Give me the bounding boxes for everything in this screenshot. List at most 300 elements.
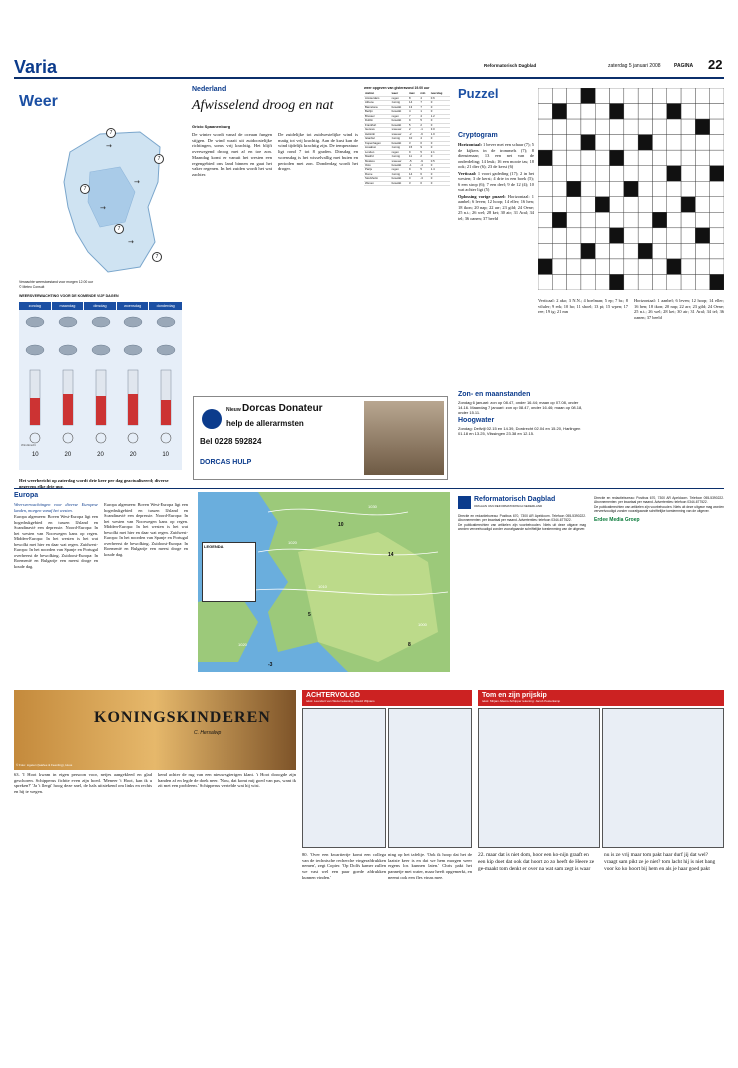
table-cell: 7 <box>419 101 429 105</box>
table-cell: 14 <box>408 172 419 176</box>
day-dinsdag: dinsdag <box>84 302 117 310</box>
nederland-text-2: De zuidelijke tot zuidwestelijke wind is matig tot vrij krachtig. Aan de kust kan de wind tijdelijk krachtig zijn. De temperatuur ligt rond 7 tot 8 graden. Dinsdag en woensdag is het wisselvallig met buien en perioden met zon. Donderdag wordt het droger. <box>278 132 358 172</box>
bottom-value-4: 20 <box>129 452 137 458</box>
crossword-cell <box>538 119 552 135</box>
feuilleton-text-1: 63. 'I Hoot kwam in eigen persoon voor, netjes aangekleed en glad geschoren. Schipperus fichtte even zijn hoed. 'Meneer 't Hoot, kan ik u spreken?' 'Ja 't llergi' hoog deze snel, de hals uitstekend om links en rechts en hij te wegen. <box>14 772 152 795</box>
table <box>364 92 450 186</box>
colofon-text2-b: De publicatierechten van artikelen zijn voorbehouden. Niets uit deze uitgave mag worden verveelvoudigd zonder voorafgaande schriftelijke toestemming van de uitgever. <box>594 505 724 514</box>
table-cell: zonnig <box>391 172 408 176</box>
crossword-cell <box>695 135 709 151</box>
crossword-cell <box>610 228 624 244</box>
europa-col-2 <box>104 502 188 672</box>
map-temp-4: 7 <box>114 224 124 234</box>
crossword-cell <box>638 166 652 182</box>
crossword-cell <box>538 150 552 166</box>
table-cell: 2 <box>408 128 419 132</box>
table-cell: 9 <box>419 146 429 150</box>
crossword-cell <box>667 166 681 182</box>
crossword-cell <box>681 104 695 120</box>
clues-h-title: Horizontaal: <box>458 142 482 147</box>
crossword-cell <box>610 104 624 120</box>
crossword-cell <box>581 197 595 213</box>
table-cell: regen <box>391 114 408 118</box>
table-cell: zonnig <box>391 101 408 105</box>
table-cell: 11 <box>408 155 419 159</box>
day-woensdag: woensdag <box>117 302 150 310</box>
table-cell: 5 <box>419 168 429 172</box>
crossword-cell <box>624 119 638 135</box>
table-cell: 5 <box>419 119 429 123</box>
table-cell: 2.1 <box>430 150 450 154</box>
map-temp-2: 7 <box>154 154 164 164</box>
crossword-cell <box>610 119 624 135</box>
day-zondag: zondag <box>19 302 52 310</box>
table-cell: 6 <box>419 172 429 176</box>
table-cell: 0 <box>408 177 419 181</box>
crossword-cell <box>624 259 638 275</box>
crossword-cell <box>595 181 609 197</box>
hoogwater-title: Hoogwater <box>458 416 495 424</box>
crossword-cell <box>595 166 609 182</box>
europa-kicker: Europa <box>14 492 39 499</box>
table-cell: bewolkt <box>391 141 408 145</box>
table-cell: 14 <box>408 101 419 105</box>
advert-phone: Bel 0228 592824 <box>200 437 262 446</box>
table-cell: -6 <box>419 132 429 136</box>
crossword-cell <box>610 181 624 197</box>
nederland-col-2 <box>278 132 358 382</box>
crossword-cell <box>695 88 709 104</box>
windkracht-label: Windkracht <box>21 443 37 447</box>
page-number: 22 <box>708 57 723 72</box>
day-donderdag: donderdag <box>149 302 182 310</box>
crossword-cell <box>538 135 552 151</box>
table-cell: 0 <box>430 181 450 185</box>
map-temp-e: -3 <box>268 662 273 668</box>
crossword-cell <box>695 243 709 259</box>
crossword-cell <box>610 166 624 182</box>
crossword-cell <box>710 274 724 290</box>
crossword-cell <box>695 119 709 135</box>
nederland-kicker: Nederland <box>192 86 227 93</box>
europa-text: Europa algemeen: Boven West-Europa ligt een hogedrukgebied en tussen IJsland en Scandinavië een depressie. Noord-Europa: In het westen van Noorwegen kans op regen. Midden-Europa: In het westen is het wat bewolkt met hier en daar wat regen. Zuidwest-Europa: In het noorden van Spanje en Portugal overheerst de bewolking. Zuidoost-Europa: In Roemenië en Bulgarije een meest droge en koude dag. <box>14 514 98 569</box>
pressure-2: 1020 <box>288 540 297 545</box>
table-cell: 2 <box>419 155 429 159</box>
table-cell: Kopenhagen <box>364 141 391 145</box>
table-cell: Wenen <box>364 181 391 185</box>
table-cell: 5 <box>419 150 429 154</box>
table-cell: 7 <box>408 114 419 118</box>
table-cell: 5 <box>408 123 419 127</box>
crossword-cell <box>610 150 624 166</box>
table-cell: 3.0 <box>430 128 450 132</box>
crossword-cell <box>710 181 724 197</box>
crossword-cell <box>610 135 624 151</box>
pressure-3: 1010 <box>318 584 327 589</box>
table-cell: 1.2 <box>430 114 450 118</box>
crossword-cell <box>681 243 695 259</box>
europe-map <box>198 492 450 672</box>
crossword-cell <box>624 212 638 228</box>
crossword-cell <box>552 135 566 151</box>
crossword-cell <box>567 197 581 213</box>
table-cell: Dublin <box>364 119 391 123</box>
table-cell: 4 <box>419 137 429 141</box>
crossword-cell <box>652 243 666 259</box>
table-cell: -2 <box>408 132 419 136</box>
crossword-cell <box>624 243 638 259</box>
crossword-cell <box>710 104 724 120</box>
table-cell: Genève <box>364 128 391 132</box>
crossword-cell <box>538 228 552 244</box>
crossword-cell <box>595 212 609 228</box>
table-cell: 0.6 <box>430 96 450 100</box>
crossword-cell <box>567 88 581 104</box>
table-cell: -1 <box>408 164 419 168</box>
crossword-cell <box>610 243 624 259</box>
crossword-cell <box>695 259 709 275</box>
colofon <box>458 492 724 682</box>
table-cell: 0 <box>430 101 450 105</box>
crossword-cell <box>710 197 724 213</box>
table-cell: Brussel <box>364 114 391 118</box>
bottom-value-5: 10 <box>162 452 170 458</box>
crossword-cell <box>652 181 666 197</box>
table-cell: 4 <box>408 110 419 114</box>
crossword-cell <box>667 197 681 213</box>
crossword-cell <box>667 228 681 244</box>
table-cell: regen <box>391 96 408 100</box>
europa-intro: Weersverwachtingen voor diverse Europese landen, morgen vanaf het westen. <box>14 502 98 513</box>
table-header: station <box>364 92 391 96</box>
crossword-cell <box>610 88 624 104</box>
crossword-cell <box>638 135 652 151</box>
crossword-cell <box>681 135 695 151</box>
day-maandag: maandag <box>52 302 85 310</box>
nederland-col-1 <box>192 132 272 382</box>
crossword-cell <box>567 181 581 197</box>
table-cell: 0 <box>430 177 450 181</box>
crossword-cell <box>567 119 581 135</box>
crossword-cell <box>652 150 666 166</box>
crossword-cell <box>652 197 666 213</box>
crossword-cell <box>638 119 652 135</box>
table-cell: 15 <box>408 146 419 150</box>
crossword-cell <box>552 259 566 275</box>
crossword-cell <box>710 119 724 135</box>
crossword-cell <box>552 104 566 120</box>
crossword-cell <box>595 243 609 259</box>
table-cell: 0 <box>430 110 450 114</box>
nederland-title: Afwisselend droog en nat <box>192 98 334 113</box>
table-cell: Berlijn <box>364 110 391 114</box>
crossword-grid <box>538 88 724 290</box>
crossword-cell <box>681 197 695 213</box>
clues-v: 1 voort gadeding (17); 2 in het westen; 3 de kerst; 4 drie in een boek (5); 6 een strop (6); 7 een deel; 9 de 12 (4); 10 wat achter ligt (5) <box>458 170 534 192</box>
crossword-cell <box>552 119 566 135</box>
table-header: neerslag <box>430 92 450 96</box>
table-cell: 0 <box>419 181 429 185</box>
table-header: max <box>408 92 419 96</box>
crossword-cell <box>667 181 681 197</box>
crossword-cell <box>538 274 552 290</box>
tom-title: Tom en zijn prijskip <box>482 692 547 699</box>
crossword-cell <box>567 104 581 120</box>
oplossing-v: Verticaal: 2 ako; 3 N.N.; 4 boelman; 5 ep; 7 br.; 8 viluler; 9 erk; 10 ho; 11 shoel; 13 pi; 15 wpen; 17 ree; 19 ig; 21 mn <box>538 298 628 314</box>
crossword-cell <box>638 259 652 275</box>
achtervolgd-credits: tekst: Leendert van Wezel tekening: Roelof Wijnans <box>306 699 375 703</box>
weer-section <box>14 84 186 489</box>
crossword-cell <box>652 104 666 120</box>
table-cell: bewolkt <box>391 105 408 109</box>
table-cell: 13 <box>408 105 419 109</box>
crossword-cell <box>538 104 552 120</box>
table-cell: bewolkt <box>391 177 408 181</box>
crossword-cell <box>710 88 724 104</box>
crossword-cell <box>638 88 652 104</box>
crossword-cell <box>552 197 566 213</box>
crossword-cell <box>581 212 595 228</box>
feuilleton-title: KONINGSKINDEREN <box>94 709 271 726</box>
colofon-subtitle: ORGAAN VAN REFORMATORISCH NEDERLAND <box>474 504 543 508</box>
crossword-cell <box>667 119 681 135</box>
crossword-cell <box>695 197 709 213</box>
table-cell: 1.4 <box>430 168 450 172</box>
table-cell: 1 <box>419 110 429 114</box>
table-cell: 2 <box>419 123 429 127</box>
crossword-cell <box>710 243 724 259</box>
europa-text-2: Europa algemeen: Boven West-Europa ligt een hogedrukgebied en tussen IJsland en Scandinavië een depressie. Noord-Europa: In het westen van Noorwegen kans op regen. Midden-Europa: In het westen is het wat bewolkt met hier en daar wat regen. Zuidwest-Europa: In het noorden van Spanje en Portugal overheerst de bewolking. Zuidoost-Europa: In Roemenië en Bulgarije een meest droge en koude dag. <box>104 502 188 557</box>
crossword-cell <box>667 88 681 104</box>
table-cell: -3 <box>419 177 429 181</box>
map-temp-d: 8 <box>408 642 411 648</box>
colofon-logo-block <box>458 496 471 509</box>
header-rule <box>14 77 724 79</box>
colofon-logo2: Erdee Media Groep <box>594 517 640 524</box>
crossword-cell <box>595 150 609 166</box>
image-credit: © Foto: Ligeten (laarlee & Feenling), Huus <box>16 763 73 767</box>
map-temp-3: 7 <box>80 184 90 194</box>
tom-panel-2 <box>602 708 724 848</box>
bottom-value-2: 20 <box>64 452 72 458</box>
crossword-cell <box>667 104 681 120</box>
crossword-cell <box>667 212 681 228</box>
achtervolgd-panel-2 <box>388 708 472 848</box>
forecast-grid <box>19 302 182 470</box>
crossword-cell <box>581 228 595 244</box>
crossword-cell <box>581 166 595 182</box>
table-cell: bewolkt <box>391 110 408 114</box>
table-row <box>364 181 450 185</box>
achtervolgd-title: ACHTERVOLGD <box>306 692 360 699</box>
crossword-cell <box>624 88 638 104</box>
crossword-cell <box>538 181 552 197</box>
colofon-text-b: Directie en redactiebureau: Postbus 670, 7300 AR Apeldoorn. Telefoon 055-5390222. Abonnementen: per kwartaal per maand. Advertenties: telefoon 0344-677522. <box>594 496 724 505</box>
crossword-cell <box>552 212 566 228</box>
table-cell: 3 <box>408 181 419 185</box>
crossword-cell <box>595 135 609 151</box>
crossword-cell <box>552 181 566 197</box>
crossword-cell <box>567 228 581 244</box>
advert-brand: Dorcas Donateur <box>242 403 323 414</box>
crossword-cell <box>624 274 638 290</box>
advert-logo-circle <box>202 409 222 429</box>
zon-text: Zondag 6 januari: zon op 08.47, onder 16.44; maan op 07.08, onder 14.16. Maandag 7 januari: zon op 08.47, onder 16.46; maan op 08.18, onder 15.11. <box>458 399 583 415</box>
nederland-section <box>192 86 450 386</box>
date: zaterdag 5 januari 2008 <box>608 63 661 69</box>
table-cell: Istanbul <box>364 137 391 141</box>
table-cell: bewolkt <box>391 123 408 127</box>
advert-photo <box>364 401 444 475</box>
table-cell: Athene <box>364 101 391 105</box>
feuilleton-col-2 <box>158 772 296 1062</box>
table-cell: -9 <box>419 159 429 163</box>
table-cell: regen <box>391 168 408 172</box>
crossword-cell <box>652 228 666 244</box>
crossword-cell <box>595 259 609 275</box>
table-cell: 0 <box>430 141 450 145</box>
europa-col-1 <box>14 502 98 672</box>
crossword-cell <box>624 181 638 197</box>
table-cell: 1.0 <box>430 132 450 136</box>
crossword-cell <box>695 181 709 197</box>
page-header <box>14 56 724 76</box>
table-cell: 4 <box>419 114 429 118</box>
legend-title: LEGENDA <box>204 544 224 549</box>
crossword-cell <box>681 88 695 104</box>
feuilleton-banner <box>14 690 296 770</box>
achtervolgd-text-1 <box>302 852 386 1064</box>
feuilleton-author: C. Hersalwp <box>194 730 222 736</box>
crossword-cell <box>624 228 638 244</box>
table-cell: 10 <box>408 137 419 141</box>
crossword-cell <box>567 150 581 166</box>
crossword-cell <box>610 259 624 275</box>
crossword-cell <box>595 274 609 290</box>
crossword-cell <box>624 197 638 213</box>
table-cell: 4 <box>419 96 429 100</box>
table-cell: 0 <box>430 164 450 168</box>
crossword-cell <box>710 135 724 151</box>
europa-section <box>14 492 194 672</box>
weer-footer: Het weerbericht op zaterdag wordt drie keer per dag geactualiseerd; diverse gegevens elke drie uur. <box>19 478 169 489</box>
table-cell: Parijs <box>364 168 391 172</box>
crossword-cell <box>581 274 595 290</box>
table-cell: sneeuw <box>391 128 408 132</box>
crossword-cell <box>638 104 652 120</box>
table-cell: 0 <box>430 123 450 127</box>
crossword-cell <box>595 119 609 135</box>
crossword-cell <box>652 166 666 182</box>
crossword-cell <box>538 212 552 228</box>
achtervolgd-text-2 <box>388 852 472 1064</box>
forecast-title: WEERSVERWACHTING VOOR DE KOMENDE VIJF DAGEN <box>19 294 119 298</box>
crossword-cell <box>538 88 552 104</box>
crossword-cell <box>681 274 695 290</box>
crossword-cell <box>581 243 595 259</box>
crossword-cell <box>552 150 566 166</box>
crossword-cell <box>710 212 724 228</box>
puzzel-section <box>458 86 724 486</box>
colofon-text: Directie en redactiebureau: Postbus 670, 7300 AR Apeldoorn. Telefoon 055-5390222. Abonnementen: per kwartaal per maand. Advertenties: telefoon 0344-677522. <box>458 514 586 523</box>
crossword-cell <box>567 274 581 290</box>
crossword-cell <box>610 274 624 290</box>
oplossing-title: Oplossing vorige puzzel: <box>458 193 506 199</box>
oplossing-h-cont: Horizontaal: 1 aanbel; 6 leven; 12 hoop; 14 eller; 16 hen; 18 ikon; 20 nap; 22 arr; 23 gild; 24 Oene; 25 n.t.; 26 wel; 28 ket; 30 air; 31 Aral; 34 tel; 36 oanen; 37 beeld <box>634 298 724 320</box>
table-cell: Amsterdam <box>364 96 391 100</box>
crossword-cell <box>681 259 695 275</box>
crossword-cell <box>667 259 681 275</box>
pressure-4: 1000 <box>418 622 427 627</box>
tom-col2: nu is ze vrij maar tom pakt haar durf jij dat wel? vraagt sam pikt ze je niet? tom lacht hij is niet bang voor ko ko hoort bij hem en als je haar goed pakt <box>604 852 716 872</box>
crossword-cell <box>567 135 581 151</box>
table-cell: 9 <box>408 150 419 154</box>
crossword-cell <box>624 104 638 120</box>
crossword-cell <box>638 228 652 244</box>
crossword-cell <box>638 181 652 197</box>
table-cell: regen <box>391 150 408 154</box>
crossword-cell <box>710 150 724 166</box>
map-temp-a: 10 <box>338 522 344 528</box>
crossword-cell <box>695 166 709 182</box>
crossword-cell <box>638 212 652 228</box>
colofon-name: Reformatorisch Dagblad <box>474 496 556 503</box>
cryptogram-title: Cryptogram <box>458 132 498 139</box>
table-cell: Moskou <box>364 159 391 163</box>
crossword-cell <box>552 228 566 244</box>
crossword-cell <box>695 212 709 228</box>
crossword-cell <box>610 212 624 228</box>
crossword-cell <box>552 243 566 259</box>
crossword-cell <box>681 166 695 182</box>
table-title: weer opgeven van gisteravond 19.00 uur <box>364 86 430 90</box>
crossword-cell <box>610 197 624 213</box>
hoogwater-text: Zondag: Delfzijl 02.15 en 14.39, Dordrecht 02.04 en 15.20, Harlingen 01.18 en 13.25, Vlissingen 23.38 en 12.15. <box>458 425 581 436</box>
crossword-cell <box>567 243 581 259</box>
pagina-label: PAGINA <box>674 63 694 69</box>
table-cell: 0 <box>419 141 429 145</box>
clues-h: 1 bever met een schaar (7); 5 de kijkers in de trommels (7); 8 dienstenaar; 13 een net van de onderdeling; 14 leuk; 16 een mooie tas; 18 ook; 21 dier (6); 23 de kerst (6) <box>458 142 534 169</box>
crossword-cell <box>695 150 709 166</box>
nederland-text-1: De winter wordt vanaf de oceaan fungen stijgen. De wind waait uit zuidoostelijke richtingen, soms vrij krachtig. Het blijft overwegend droog met af en toe zon. Maandag komt er vanuit het westen een regengebied ons land binnen en gaat het vaker regenen. In het zuiden wordt het wat zachter. <box>192 132 272 178</box>
table-cell: 8 <box>408 96 419 100</box>
table-cell: Oslo <box>364 164 391 168</box>
crossword-cell <box>538 243 552 259</box>
crossword-cell <box>581 181 595 197</box>
table-cell: Rome <box>364 172 391 176</box>
crossword-cell <box>652 212 666 228</box>
crossword-cell <box>595 88 609 104</box>
crossword-cell <box>552 274 566 290</box>
table-cell: bewolkt <box>391 164 408 168</box>
crossword-cell <box>552 166 566 182</box>
table-cell: -1 <box>419 128 429 132</box>
colofon-col-1 <box>458 514 586 679</box>
crossword-cell <box>681 228 695 244</box>
crossword-cell <box>595 197 609 213</box>
feuilleton-text-2: kend achter de rug van een nieuwsgierigen klant. 't Hoot dooogde zijn handen af en legde de doek neer. 'Nou, dat komt mij goed van pas, want ik zit met een probleem.' Schipperus vertelde wat hij wist. <box>158 772 296 789</box>
crossword-cell <box>652 274 666 290</box>
table-cell: 0 <box>430 155 450 159</box>
crossword-cell <box>652 88 666 104</box>
tom-col1: 22. maar dat is niet dom, hoor een ko-nijn graaft en een kip doet dat ook dat hoort zo zo heeft de Heere ze ge-maakt tom denkt er over na wat sam zegt is waar <box>478 852 595 872</box>
table-cell: zonnig <box>391 137 408 141</box>
advert-box <box>193 396 448 480</box>
achtervolgd-panel-1 <box>302 708 386 848</box>
table-cell: -4 <box>419 164 429 168</box>
puzzel-title: Puzzel <box>458 86 499 101</box>
crossword-cell <box>681 119 695 135</box>
